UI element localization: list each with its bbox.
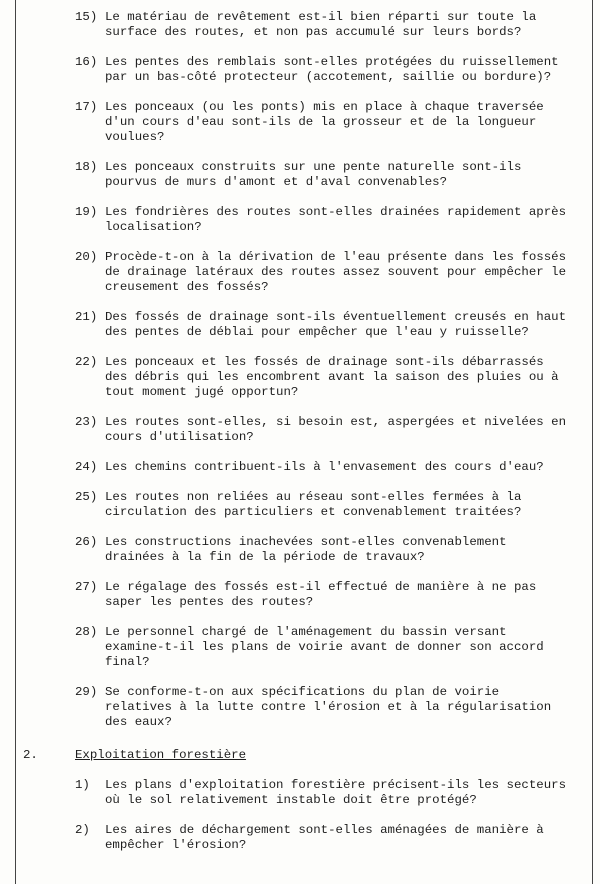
question-text: Les aires de déchargement sont-elles aménagées de manière à empêcher l'érosion?: [105, 823, 544, 852]
question-item: [0, 685, 600, 730]
question-number: 25): [75, 490, 98, 504]
question-text: Les fondrières des routes sont-elles drainées rapidement après localisation?: [105, 205, 567, 234]
question-number: 24): [75, 460, 98, 474]
question-text: Les constructions inachevées sont-elles convenablement drainées à la fin de la période de travaux?: [105, 535, 507, 564]
question-text: Les routes non reliées au réseau sont-elles fermées à la circulation des particuliers et convenablement traitées?: [105, 490, 522, 519]
question-number: 28): [75, 625, 98, 639]
question-list: [0, 10, 600, 745]
question-number: 1): [75, 778, 90, 792]
question-item: [0, 55, 600, 85]
question-number: 16): [75, 55, 98, 69]
question-text: Les pentes des remblais sont-elles protégées du ruissellement par un bas-côté protecteur (accotement, saillie ou bordure)?: [105, 55, 559, 84]
question-item: [0, 535, 600, 565]
question-item: [0, 100, 600, 145]
question-text: Des fossés de drainage sont-ils éventuellement creusés en haut des pentes de déblai pour empêcher que l'eau y ruisselle?: [105, 310, 567, 339]
question-text: Le matériau de revêtement est-il bien réparti sur toute la surface des routes, et non pas accumulé sur leurs bords?: [105, 10, 537, 39]
question-item: [0, 250, 600, 295]
question-item: [0, 460, 600, 475]
section-title: Exploitation forestière: [75, 748, 247, 762]
question-text: Les ponceaux et les fossés de drainage sont-ils débarrassés des débris qui les encombrent avant la saison des pluies ou à tout moment jugé opportun?: [105, 355, 559, 399]
question-text: Se conforme-t-on aux spécifications du plan de voirie relatives à la lutte contre l'érosion et à la régularisation des eaux?: [105, 685, 552, 729]
question-text: Les ponceaux construits sur une pente naturelle sont-ils pourvus de murs d'amont et d'aval convenables?: [105, 160, 522, 189]
question-item: [0, 580, 600, 610]
question-text: Procède-t-on à la dérivation de l'eau présente dans les fossés de drainage latéraux des routes assez souvent pour empêcher le creusement des fossés?: [105, 250, 567, 294]
question-item: [0, 490, 600, 520]
question-item: [0, 205, 600, 235]
question-text: Les chemins contribuent-ils à l'envasement des cours d'eau?: [105, 460, 544, 474]
question-item: [0, 310, 600, 340]
question-text: Le personnel chargé de l'aménagement du bassin versant examine-t-il les plans de voirie avant de donner son accord final?: [105, 625, 544, 669]
section-number: 2.: [23, 748, 38, 762]
question-item: [0, 160, 600, 190]
question-number: 29): [75, 685, 98, 699]
section-question-item: [0, 778, 600, 808]
question-number: 26): [75, 535, 98, 549]
section-question-list: [0, 778, 600, 868]
question-number: 2): [75, 823, 90, 837]
question-number: 23): [75, 415, 98, 429]
question-number: 20): [75, 250, 98, 264]
question-number: 27): [75, 580, 98, 594]
question-number: 19): [75, 205, 98, 219]
question-item: [0, 10, 600, 40]
question-text: Les routes sont-elles, si besoin est, aspergées et nivelées en cours d'utilisation?: [105, 415, 567, 444]
question-text: Les plans d'exploitation forestière précisent-ils les secteurs où le sol relativement instable doit être protégé?: [105, 778, 567, 807]
question-number: 22): [75, 355, 98, 369]
question-text: Le régalage des fossés est-il effectué de manière à ne pas saper les pentes des routes?: [105, 580, 537, 609]
question-number: 17): [75, 100, 98, 114]
section-question-item: [0, 823, 600, 853]
question-number: 21): [75, 310, 98, 324]
question-number: 18): [75, 160, 98, 174]
question-item: [0, 625, 600, 670]
question-item: [0, 415, 600, 445]
question-number: 15): [75, 10, 98, 24]
question-item: [0, 355, 600, 400]
question-text: Les ponceaux (ou les ponts) mis en place à chaque traversée d'un cours d'eau sont-ils de la grosseur et de la longueur voulues?: [105, 100, 544, 144]
